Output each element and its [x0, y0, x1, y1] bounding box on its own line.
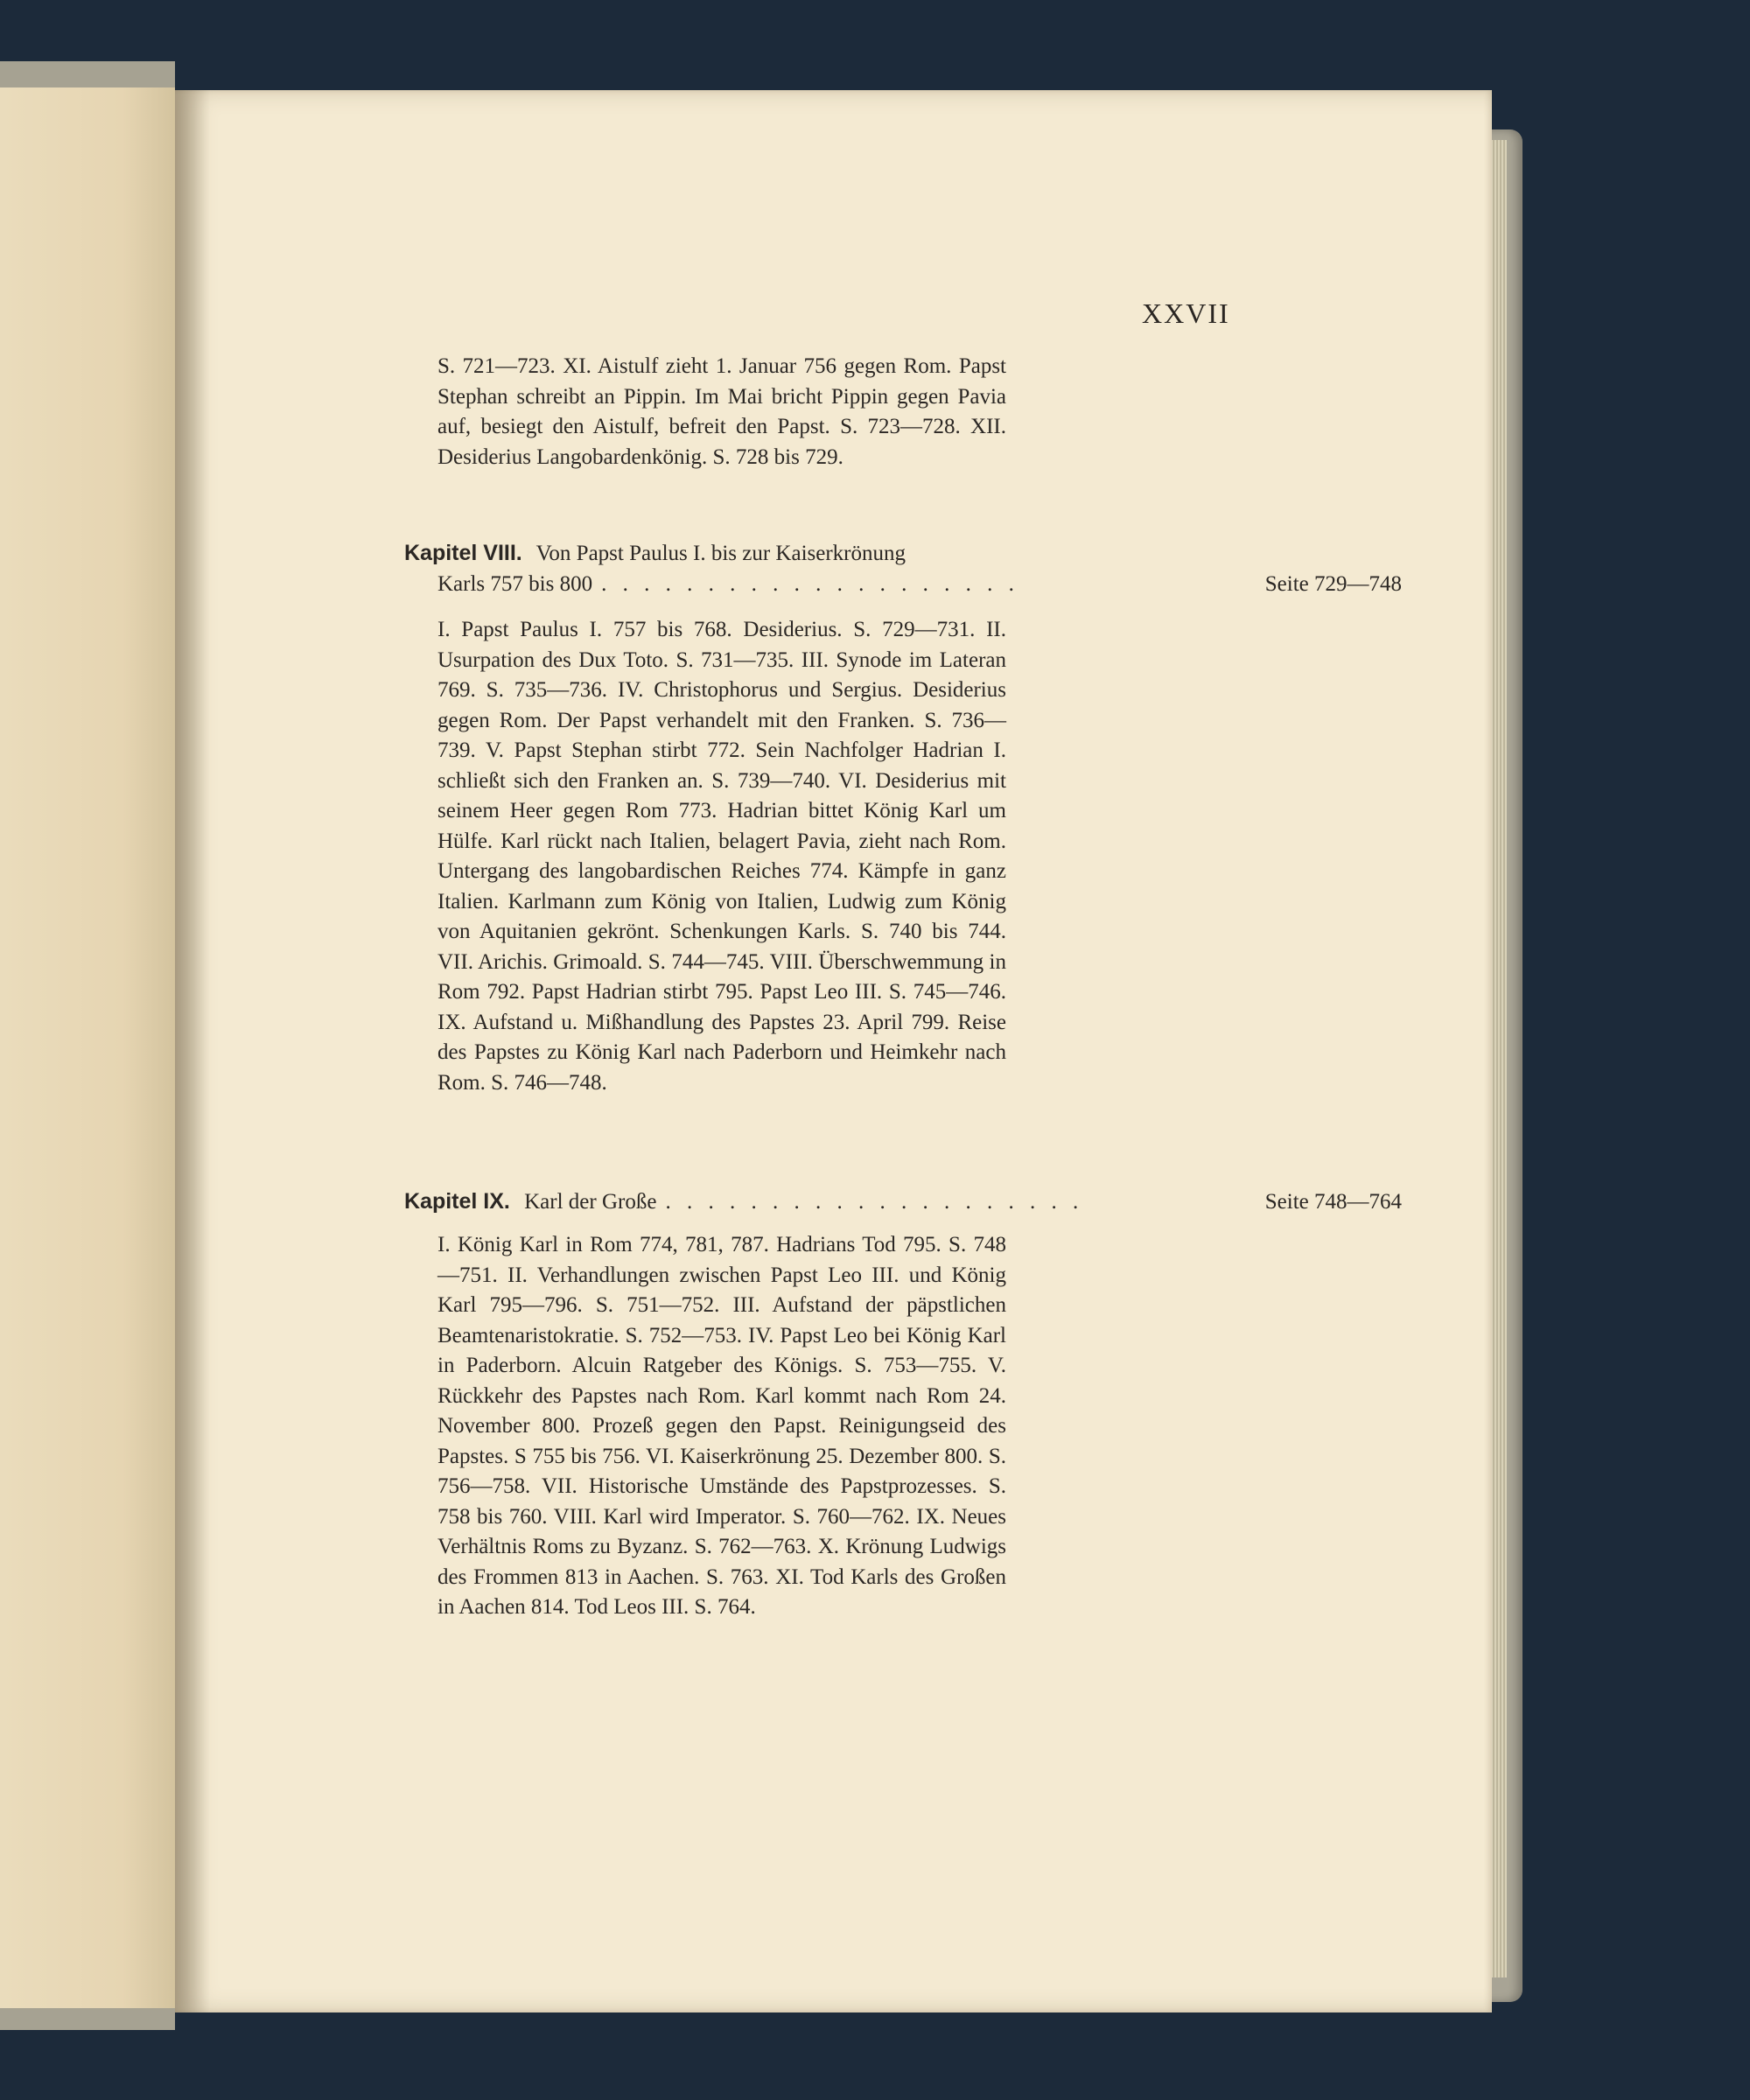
chapter-8-leader-dots: . . . . . . . . . . . . . . . . . . . . [601, 571, 1019, 596]
chapter-8-heading [404, 538, 1402, 599]
chapter-8-summary-section [438, 615, 1006, 1098]
chapter-9-title-line [404, 1186, 656, 1218]
chapter-9-pages: Seite 748—764 [1264, 1190, 1402, 1214]
page-number: XXVII [1142, 298, 1230, 329]
book-page [175, 90, 1492, 2012]
chapter-9-leader-dots: . . . . . . . . . . . . . . . . . . . . [665, 1190, 1084, 1214]
intro-text: S. 721—723. XI. Aistulf zieht 1. Januar 756 gegen Rom. Papst Stephan schreibt an Pippin. Im Mai bricht Pippin gegen Pavia auf, besiegt den Aistulf, befreit den Papst. S. 723—728. XII. Desiderius Langobardenkönig. S. 728 bis 729. [438, 354, 1006, 469]
chapter-8-title: Kapitel VIII. [404, 541, 522, 565]
chapter-9-summary: I. König Karl in Rom 774, 781, 787. Hadrians Tod 795. S. 748—751. II. Verhandlungen zwischen Papst Leo III. und König Karl 795—796. S. 751—752. III. Aufstand der päpstlichen Beamtenaristokratie. S. 752—753. IV. Papst Leo bei König Karl in Paderborn. Alcuin Ratgeber des Königs. S. 753—755. V. Rückkehr des Papstes nach Rom. Karl kommt nach Rom 24. November 800. Prozeß gegen den Papst. Reinigungseid des Papstes. S 755 bis 756. VI. Kaiserkrönung 25. Dezember 800. S. 756—758. VII. Historische Umstände des Papstprozesses. S. 758 bis 760. VIII. Karl wird Imperator. S. 760—762. IX. Neues Verhältnis Roms zu Byzanz. S. 762—763. X. Krönung Ludwigs des Frommen 813 in Aachen. S. 763. XI. Tod Karls des Großen in Aachen 814. Tod Leos III. S. 764. [438, 1233, 1006, 1619]
left-page-edge [0, 88, 175, 2008]
page-gutter-shadow [175, 90, 210, 2012]
chapter-9-subtitle: Karl der Große [524, 1190, 657, 1214]
chapter-9-page-row [404, 1186, 1402, 1218]
chapter-9-summary-section [438, 1230, 1006, 1623]
chapter-8-summary: I. Papst Paulus I. 757 bis 768. Desiderius. S. 729—731. II. Usurpation des Dux Toto. S. 731—735. III. Synode im Lateran 769. S. 735—736. IV. Christophorus und Sergius. Desiderius gegen Rom. Der Papst verhandelt mit den Franken. S. 736—739. V. Papst Stephan stirbt 772. Sein Nachfolger Hadrian I. schließt sich den Franken an. S. 739—740. VI. Desiderius mit seinem Heer gegen Rom 773. Hadrian bittet König Karl um Hülfe. Karl rückt nach Italien, belagert Pavia, zieht nach Rom. Untergang des langobardischen Reiches 774. Kämpfe in ganz Italien. Karlmann zum König von Italien, Ludwig zum König von Aquitanien gekrönt. Schenkungen Karls. S. 740 bis 744. VII. Arichis. Grimoald. S. 744—745. VIII. Überschwemmung in Rom 792. Papst Hadrian stirbt 795. Papst Leo III. S. 745—746. IX. Aufstand u. Mißhandlung des Papstes 23. April 799. Reise des Papstes zu König Karl nach Paderborn und Heimkehr nach Rom. S. 746—748. [438, 618, 1006, 1095]
chapter-8-subtitle-line2: Karls 757 bis 800 [438, 571, 593, 596]
chapter-8-pages: Seite 729—748 [1264, 571, 1402, 596]
intro-section [438, 352, 1006, 472]
chapter-9-heading [404, 1186, 1402, 1218]
chapter-9-title: Kapitel IX. [404, 1189, 510, 1214]
chapter-8-title-line [404, 538, 1402, 570]
chapter-8-page-row [404, 570, 1402, 600]
chapter-8-subtitle-line1: Von Papst Paulus I. bis zur Kaiserkrönung [536, 542, 906, 565]
